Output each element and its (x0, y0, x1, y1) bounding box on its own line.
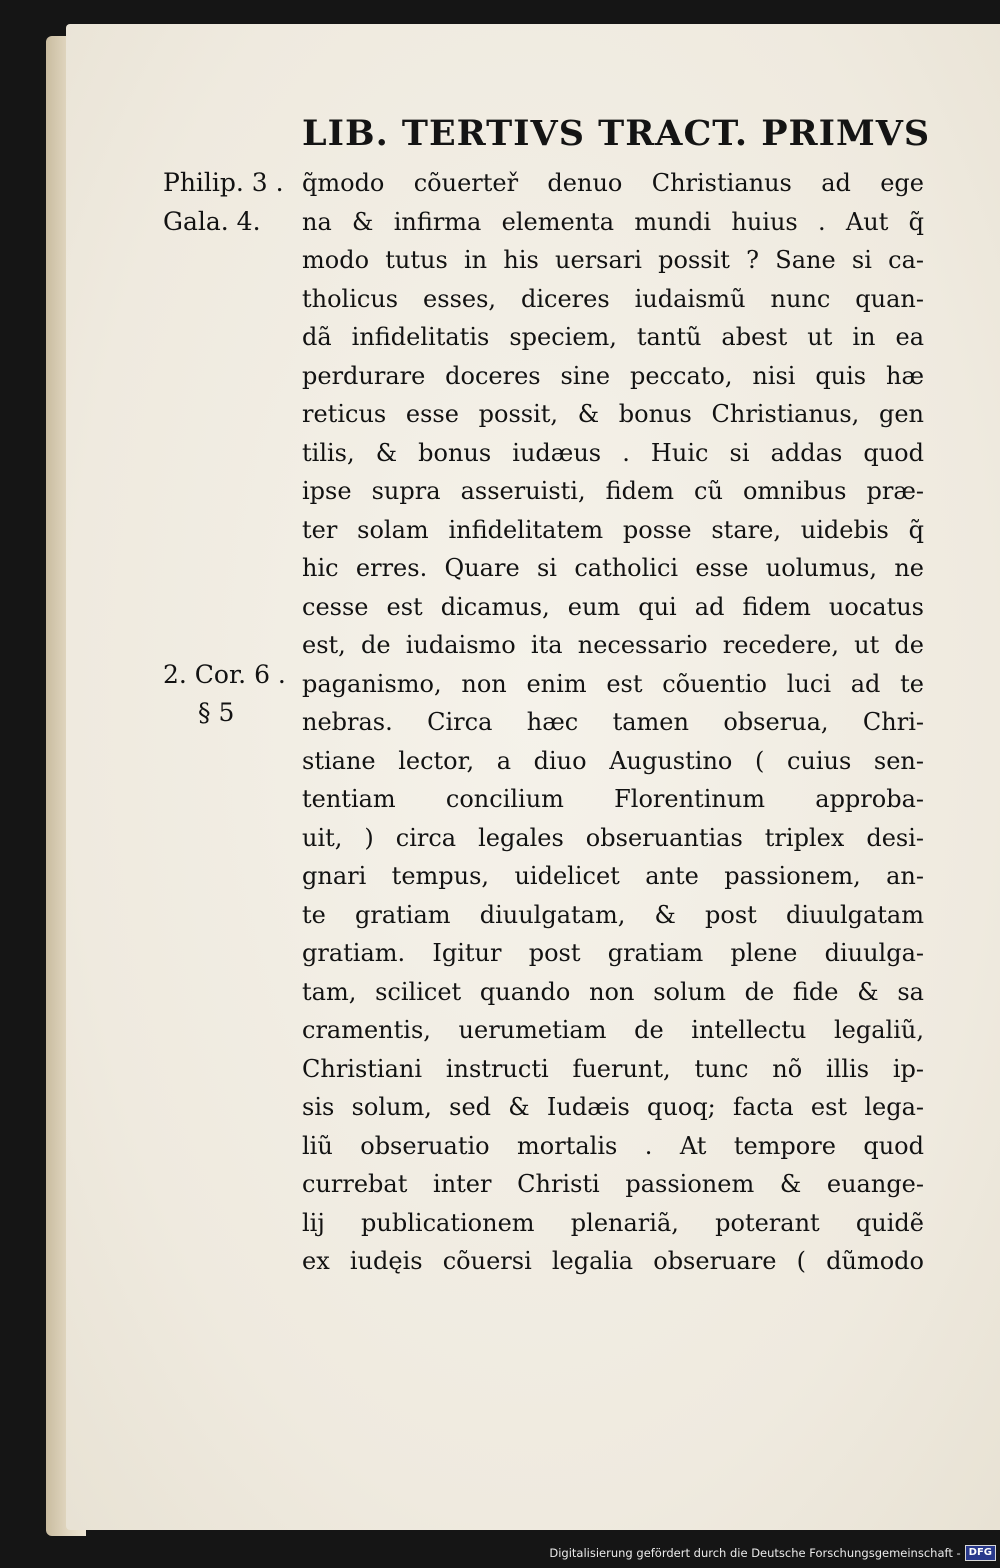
footer-credit (549, 1540, 996, 1566)
text-line: ex iudęis cõuersi legalia obseruare ( dũmodo (302, 1247, 924, 1275)
dfg-logo: DFG (965, 1545, 996, 1561)
text-line: liũ obseruatio mortalis . At tempore quod (302, 1131, 924, 1160)
text-line: nebras. Circa hæc tamen obserua, Chri- (302, 708, 924, 736)
margin-note-corinthians: 2. Cor. 6 . (163, 660, 286, 689)
text-line: tam, scilicet quando non solum de fide & sa (302, 977, 924, 1006)
text-line: lij publicationem plenariã, poterant quidẽ (302, 1208, 924, 1237)
text-line: stiane lector, a diuo Augustino ( cuius sen- (302, 746, 924, 775)
text-line: uit, ) circa legales obseruantias triplex desi- (302, 823, 924, 852)
text-line: na & infirma elementa mundi huius . Aut q̃ (302, 207, 924, 236)
text-line: cesse est dicamus, eum qui ad fidem uocatus (302, 592, 924, 621)
text-line: hic erres. Quare si catholici esse uolumus, ne (302, 554, 924, 582)
text-line: tilis, & bonus iudæus . Huic si addas quod (302, 438, 924, 467)
body-text (302, 164, 924, 1281)
text-line: sis solum, sed & Iudæis quoq; facta est lega- (302, 1093, 924, 1121)
text-line: q̃modo cõuerteř denuo Christianus ad ege (302, 169, 924, 197)
text-line: modo tutus in his uersari possit ? Sane si ca- (302, 246, 924, 274)
running-head: LIB. TERTIVS TRACT. PRIMVS (302, 113, 931, 154)
text-line: dã infidelitatis speciem, tantũ abest ut in ea (302, 323, 924, 351)
text-line: currebat inter Christi passionem & euange- (302, 1170, 924, 1198)
margin-note-gala: Gala. 4. (163, 207, 261, 236)
text-line: te gratiam diuulgatam, & post diuulgatam (302, 900, 924, 929)
text-line: reticus esse possit, & bonus Christianus, gen (302, 400, 924, 428)
credit-text: Digitalisierung gefördert durch die Deutsche Forschungsgemeinschaft - (549, 1546, 961, 1560)
margin-note-section: § 5 (198, 698, 235, 727)
text-line: est, de iudaismo ita necessario recedere, ut de (302, 631, 924, 659)
text-line: ter solam infidelitatem posse stare, uidebis q̃ (302, 515, 924, 544)
text-line: gnari tempus, uidelicet ante passionem, an- (302, 862, 924, 890)
margin-note-philip: Philip. 3 . (163, 168, 284, 197)
text-line: perdurare doceres sine peccato, nisi quis hæ (302, 361, 924, 390)
text-line: cramentis, uerumetiam de intellectu legaliũ, (302, 1016, 924, 1044)
text-line: ipse supra asseruisti, fidem cũ omnibus præ- (302, 477, 924, 505)
text-line: tentiam concilium Florentinum approba- (302, 785, 924, 813)
text-line: gratiam. Igitur post gratiam plene diuulga- (302, 939, 924, 967)
text-line: paganismo, non enim est cõuentio luci ad te (302, 669, 924, 698)
text-line: tholicus esses, diceres iudaismũ nunc quan- (302, 284, 924, 313)
text-line: Christiani instructi fuerunt, tunc nõ illis ip- (302, 1054, 924, 1083)
